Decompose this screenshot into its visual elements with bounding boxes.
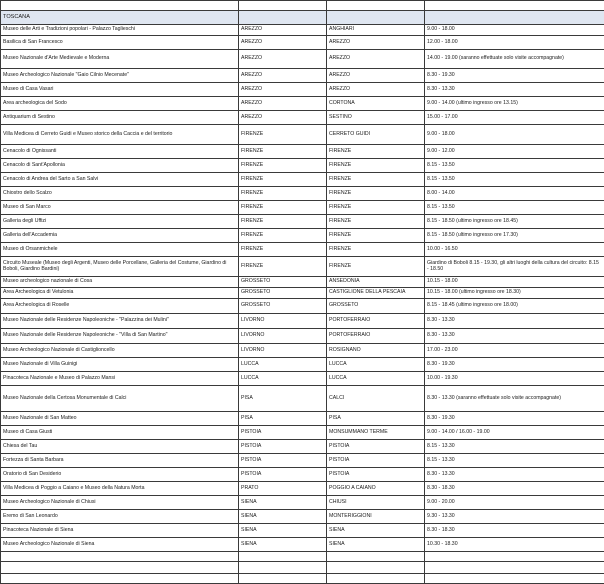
museum-name-cell: Museo di Casa Vasari	[1, 83, 239, 97]
blank-cell	[1, 574, 239, 584]
table-row	[1, 454, 604, 468]
table-row	[1, 386, 604, 412]
blank-cell	[425, 574, 604, 584]
province-cell: FIRENZE	[239, 159, 327, 173]
hours-cell: 8.00 - 14.00	[425, 187, 604, 201]
blank-cell	[1, 1, 239, 11]
blank-cell	[425, 1, 604, 11]
hours-cell: 10.00 - 19.30	[425, 372, 604, 386]
museum-name-cell: Area Archeologica di Roselle	[1, 299, 239, 314]
museum-table-body	[1, 1, 604, 584]
province-cell: FIRENZE	[239, 145, 327, 159]
blank-row	[1, 1, 604, 11]
hours-cell: 8.30 - 19.30	[425, 412, 604, 426]
museum-name-cell: Villa Medicea di Cerreto Guidi e Museo storico della Caccia e del territorio	[1, 125, 239, 145]
hours-cell: 8.30 - 18.30	[425, 524, 604, 538]
town-cell: AREZZO	[327, 50, 425, 69]
province-cell: AREZZO	[239, 25, 327, 36]
province-cell: PISTOIA	[239, 426, 327, 440]
museum-name-cell: Pinacoteca Nazionale e Museo di Palazzo Mansi	[1, 372, 239, 386]
hours-cell: 9.00 - 14.00 (ultimo ingresso ore 13.15)	[425, 97, 604, 111]
hours-cell: 14.00 - 19.00 (saranno effettuate solo visite accompagnate)	[425, 50, 604, 69]
province-cell: FIRENZE	[239, 229, 327, 243]
table-row	[1, 482, 604, 496]
town-cell: AREZZO	[327, 36, 425, 50]
region-cell	[425, 11, 604, 25]
town-cell: MONTERIGGIONI	[327, 510, 425, 524]
table-row	[1, 288, 604, 299]
museum-name-cell: Oratorio di San Desiderio	[1, 468, 239, 482]
hours-cell: 8.15 - 13.50	[425, 159, 604, 173]
museum-name-cell: Cenacolo di Andrea del Sarto a San Salvi	[1, 173, 239, 187]
table-row	[1, 50, 604, 69]
town-cell: FIRENZE	[327, 257, 425, 277]
town-cell: FIRENZE	[327, 145, 425, 159]
table-row	[1, 257, 604, 277]
town-cell: AREZZO	[327, 69, 425, 83]
museum-name-cell: Area Archeologica di Vetulonia	[1, 288, 239, 299]
museum-name-cell: Museo Archeologico Nazionale di Siena	[1, 538, 239, 552]
table-row	[1, 510, 604, 524]
museum-name-cell: Museo di San Marco	[1, 201, 239, 215]
table-row	[1, 468, 604, 482]
blank-cell	[425, 552, 604, 562]
town-cell: SIENA	[327, 538, 425, 552]
hours-cell: 8.15 - 18.50 (ultimo ingresso ore 17.30)	[425, 229, 604, 243]
museum-name-cell: Museo delle Arti e Tradizioni popolari - Palazzo Taglieschi	[1, 25, 239, 36]
museum-name-cell: Museo di Orsanmichele	[1, 243, 239, 257]
province-cell: LUCCA	[239, 358, 327, 372]
town-cell: FIRENZE	[327, 229, 425, 243]
table-row	[1, 229, 604, 243]
province-cell: PISA	[239, 412, 327, 426]
table-row	[1, 412, 604, 426]
hours-cell: 8.15 - 13.50	[425, 201, 604, 215]
town-cell: ANSEDONIA	[327, 277, 425, 288]
province-cell: GROSSETO	[239, 299, 327, 314]
table-row	[1, 125, 604, 145]
town-cell: FIRENZE	[327, 201, 425, 215]
museum-name-cell: Fortezza di Santa Barbara	[1, 454, 239, 468]
hours-cell: 17.00 - 23.00	[425, 344, 604, 358]
province-cell: SIENA	[239, 524, 327, 538]
museum-name-cell: Museo Nazionale di Villa Guinigi	[1, 358, 239, 372]
town-cell: PORTOFERRAIO	[327, 329, 425, 344]
table-row	[1, 314, 604, 329]
hours-cell: 12.00 - 18.00	[425, 36, 604, 50]
hours-cell: 8.30 - 13.30	[425, 314, 604, 329]
province-cell: GROSSETO	[239, 288, 327, 299]
table-row	[1, 201, 604, 215]
table-row	[1, 496, 604, 510]
museum-name-cell: Museo Archeologico Nazionale "Gaio Cilnio Mecenate"	[1, 69, 239, 83]
hours-cell: 8.30 - 19.30	[425, 69, 604, 83]
museum-name-cell: Museo di Casa Giusti	[1, 426, 239, 440]
province-cell: AREZZO	[239, 50, 327, 69]
town-cell: ANGHIARI	[327, 25, 425, 36]
hours-cell: 8.30 - 18.30	[425, 482, 604, 496]
hours-cell: 15.00 - 17.00	[425, 111, 604, 125]
table-row	[1, 440, 604, 454]
town-cell: LUCCA	[327, 358, 425, 372]
town-cell: LUCCA	[327, 372, 425, 386]
museum-name-cell: Museo Nazionale delle Residenze Napoleoniche - "Villa di San Martino"	[1, 329, 239, 344]
hours-cell: 8.15 - 13.50	[425, 173, 604, 187]
blank-cell	[1, 552, 239, 562]
museum-name-cell: Museo Archeologico Nazionale di Chiusi	[1, 496, 239, 510]
blank-cell	[327, 552, 425, 562]
museum-name-cell: Circuito Museale (Museo degli Argenti, Museo delle Porcellane, Galleria del Costume, Giardino di Boboli, Giardino Bardini)	[1, 257, 239, 277]
town-cell: SIENA	[327, 524, 425, 538]
town-cell: FIRENZE	[327, 243, 425, 257]
blank-cell	[327, 1, 425, 11]
table-row	[1, 69, 604, 83]
hours-cell: 8.15 - 18.45 (ultimo ingresso ore 18.00)	[425, 299, 604, 314]
museum-name-cell: Chiesa del Tau	[1, 440, 239, 454]
region-name: TOSCANA	[1, 11, 239, 25]
province-cell: AREZZO	[239, 111, 327, 125]
province-cell: FIRENZE	[239, 215, 327, 229]
hours-cell: 9.00 - 20.00	[425, 496, 604, 510]
table-row	[1, 215, 604, 229]
table-row	[1, 111, 604, 125]
province-cell: FIRENZE	[239, 187, 327, 201]
hours-cell: 10.15 - 18.00	[425, 277, 604, 288]
table-row	[1, 145, 604, 159]
table-row	[1, 299, 604, 314]
hours-cell: 10.00 - 16.50	[425, 243, 604, 257]
town-cell: CORTONA	[327, 97, 425, 111]
town-cell: PISTOIA	[327, 468, 425, 482]
province-cell: SIENA	[239, 496, 327, 510]
museum-name-cell: Cenacolo di Ognissanti	[1, 145, 239, 159]
blank-row	[1, 574, 604, 584]
hours-cell: 8.15 - 13.30	[425, 454, 604, 468]
town-cell: CERRETO GUIDI	[327, 125, 425, 145]
hours-cell: 8.30 - 13.30 (saranno effettuate solo visite accompagnate)	[425, 386, 604, 412]
province-cell: PISTOIA	[239, 454, 327, 468]
province-cell: AREZZO	[239, 97, 327, 111]
province-cell: AREZZO	[239, 69, 327, 83]
town-cell: FIRENZE	[327, 173, 425, 187]
table-row	[1, 358, 604, 372]
town-cell: CHIUSI	[327, 496, 425, 510]
region-header-row	[1, 11, 604, 25]
province-cell: AREZZO	[239, 36, 327, 50]
region-cell	[327, 11, 425, 25]
museum-name-cell: Basilica di San Francesco	[1, 36, 239, 50]
museum-name-cell: Antiquarium di Sestino	[1, 111, 239, 125]
blank-cell	[239, 574, 327, 584]
hours-cell: 10.30 - 18.30	[425, 538, 604, 552]
town-cell: PORTOFERRAIO	[327, 314, 425, 329]
table-row	[1, 97, 604, 111]
province-cell: FIRENZE	[239, 243, 327, 257]
town-cell: PISTOIA	[327, 440, 425, 454]
museum-name-cell: Eremo di San Leonardo	[1, 510, 239, 524]
table-row	[1, 243, 604, 257]
town-cell: FIRENZE	[327, 215, 425, 229]
museum-name-cell: Museo Nazionale d'Arte Medievale e Moderna	[1, 50, 239, 69]
museum-name-cell: Museo Nazionale di San Matteo	[1, 412, 239, 426]
table-row	[1, 524, 604, 538]
town-cell: PISA	[327, 412, 425, 426]
museum-name-cell: Area archeologica del Sodo	[1, 97, 239, 111]
town-cell: CASTIGLIONE DELLA PESCAIA	[327, 288, 425, 299]
town-cell: ROSIGNANO	[327, 344, 425, 358]
hours-cell: 8.15 - 18.50 (ultimo ingresso ore 18.45)	[425, 215, 604, 229]
museum-name-cell: Galleria dell'Accademia	[1, 229, 239, 243]
museum-name-cell: Villa Medicea di Poggio a Caiano e Museo della Natura Morta	[1, 482, 239, 496]
hours-cell: 9.00 - 12.00	[425, 145, 604, 159]
province-cell: FIRENZE	[239, 125, 327, 145]
town-cell: MONSUMMANO TERME	[327, 426, 425, 440]
province-cell: LIVORNO	[239, 314, 327, 329]
town-cell: GROSSETO	[327, 299, 425, 314]
table-row	[1, 372, 604, 386]
province-cell: FIRENZE	[239, 201, 327, 215]
table-row	[1, 329, 604, 344]
province-cell: SIENA	[239, 510, 327, 524]
blank-row	[1, 562, 604, 574]
province-cell: AREZZO	[239, 83, 327, 97]
town-cell: PISTOIA	[327, 454, 425, 468]
hours-cell: 8.30 - 13.30	[425, 468, 604, 482]
hours-cell: 8.15 - 13.30	[425, 440, 604, 454]
province-cell: PRATO	[239, 482, 327, 496]
table-row	[1, 277, 604, 288]
province-cell: PISTOIA	[239, 440, 327, 454]
blank-row	[1, 552, 604, 562]
province-cell: FIRENZE	[239, 257, 327, 277]
hours-cell: 8.30 - 13.30	[425, 329, 604, 344]
blank-cell	[239, 552, 327, 562]
hours-cell: 8.30 - 19.30	[425, 358, 604, 372]
museum-name-cell: Chiostro dello Scalzo	[1, 187, 239, 201]
province-cell: PISTOIA	[239, 468, 327, 482]
table-row	[1, 426, 604, 440]
province-cell: LIVORNO	[239, 329, 327, 344]
town-cell: AREZZO	[327, 83, 425, 97]
blank-cell	[239, 1, 327, 11]
hours-cell: 9.00 - 14.00 / 16.00 - 19.00	[425, 426, 604, 440]
museum-name-cell: Galleria degli Uffizi	[1, 215, 239, 229]
blank-cell	[425, 562, 604, 574]
town-cell: SESTINO	[327, 111, 425, 125]
province-cell: PISA	[239, 386, 327, 412]
museum-name-cell: Museo Nazionale delle Residenze Napoleoniche - "Palazzina dei Mulini"	[1, 314, 239, 329]
province-cell: FIRENZE	[239, 173, 327, 187]
museum-name-cell: Pinacoteca Nazionale di Siena	[1, 524, 239, 538]
museum-name-cell: Museo Nazionale della Certosa Monumentale di Calci	[1, 386, 239, 412]
hours-cell: 8.30 - 13.30	[425, 83, 604, 97]
town-cell: POGGIO A CAIANO	[327, 482, 425, 496]
table-row	[1, 159, 604, 173]
blank-cell	[239, 562, 327, 574]
province-cell: SIENA	[239, 538, 327, 552]
museum-name-cell: Museo archeologico nazionale di Cosa	[1, 277, 239, 288]
hours-cell: 9.00 - 18.00	[425, 25, 604, 36]
province-cell: GROSSETO	[239, 277, 327, 288]
town-cell: FIRENZE	[327, 187, 425, 201]
hours-cell: 9.00 - 18.00	[425, 125, 604, 145]
province-cell: LIVORNO	[239, 344, 327, 358]
region-cell	[239, 11, 327, 25]
table-row	[1, 344, 604, 358]
blank-cell	[1, 562, 239, 574]
blank-cell	[327, 562, 425, 574]
table-row	[1, 25, 604, 36]
province-cell: LUCCA	[239, 372, 327, 386]
hours-cell: Giardino di Boboli 8.15 - 19.30, gli altri luoghi della cultura del circuito: 8.15 - 18.50	[425, 257, 604, 277]
table-row	[1, 83, 604, 97]
table-row	[1, 36, 604, 50]
town-cell: FIRENZE	[327, 159, 425, 173]
table-row	[1, 173, 604, 187]
blank-cell	[327, 574, 425, 584]
table-row	[1, 187, 604, 201]
hours-cell: 10.15 - 18.00 (ultimo ingresso ore 18.30)	[425, 288, 604, 299]
museum-name-cell: Cenacolo di Sant'Apollonia	[1, 159, 239, 173]
town-cell: CALCI	[327, 386, 425, 412]
museum-name-cell: Museo Archeologico Nazionale di Castiglioncello	[1, 344, 239, 358]
table-row	[1, 538, 604, 552]
hours-cell: 9.30 - 13.30	[425, 510, 604, 524]
